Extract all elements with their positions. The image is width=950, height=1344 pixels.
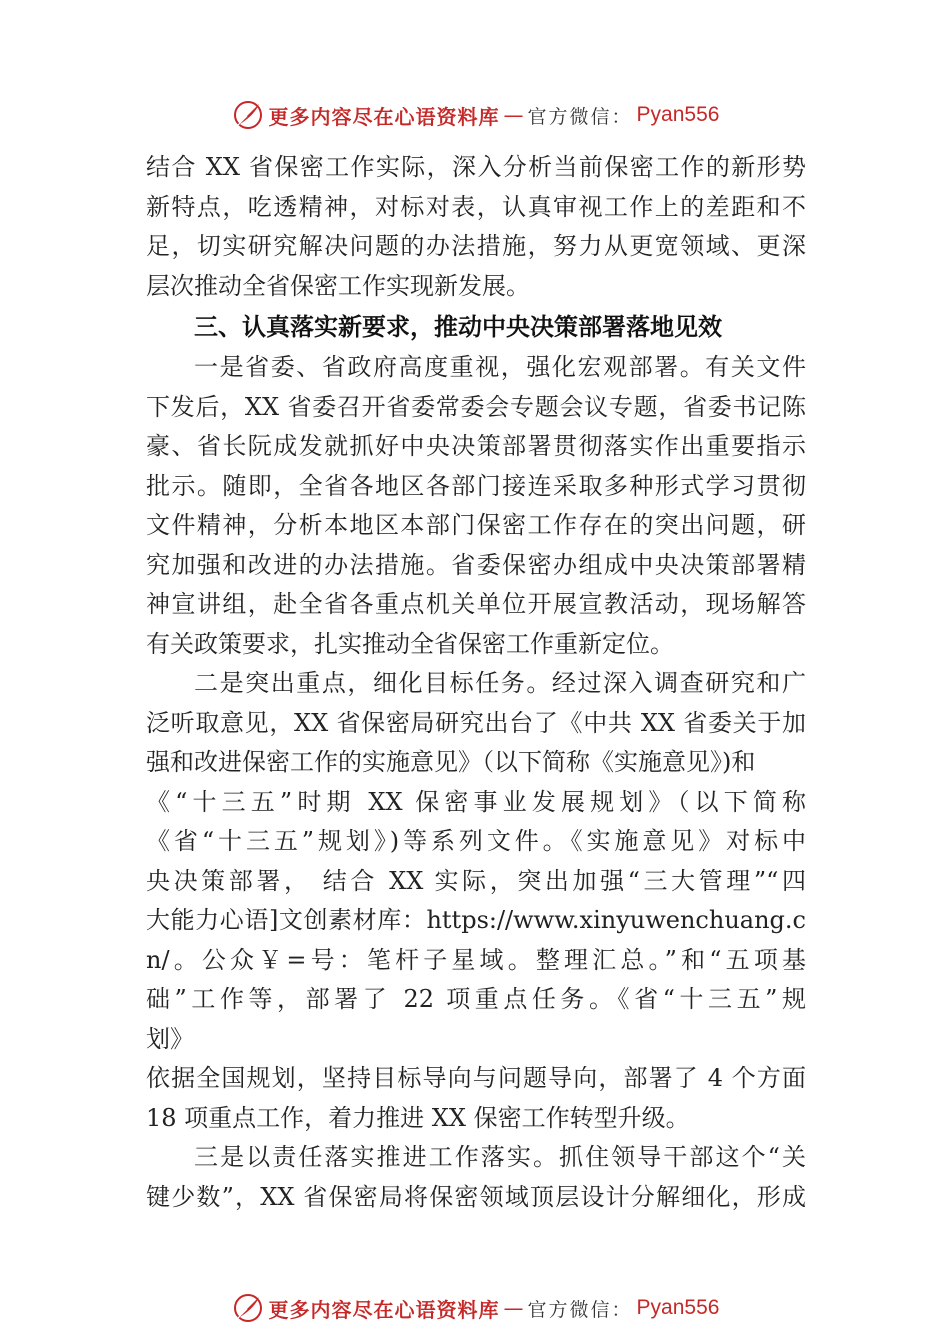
text-line: 结合 XX 省保密工作实际，深入分析当前保密工作的新形势 (146, 153, 806, 181)
section-heading: 三、认真落实新要求，推动中央决策部署落地见效 (194, 313, 722, 341)
banner-text: 更多内容尽在心语资料库 (268, 104, 500, 129)
banner-wechat-id: Pyan556 (636, 103, 720, 126)
text-line: 有关政策要求，扎实推动全省保密工作重新定位。 (146, 629, 674, 658)
banner-wechat-label: 官方微信： (527, 1298, 633, 1321)
document-body (146, 148, 806, 1217)
header-banner (0, 93, 950, 137)
text-line: 新特点，吃透精神，对标对表，认真审视工作上的差距和不 (146, 192, 806, 221)
text-line: 文件精神，分析本地区本部门保密工作存在的突出问题，研 (146, 511, 806, 539)
banner-wechat-label: 官方微信： (527, 105, 633, 128)
text-line: 二是突出重点，细化目标任务。经过深入调查研究和广 (194, 669, 806, 697)
quill-pen-logo-icon (231, 98, 265, 132)
text-line: 一是省委、省政府高度重视，强化宏观部署。有关文件 (194, 353, 806, 381)
text-line: 豪、省长阮成发就抓好中央决策部署贯彻落实作出重要指示 (146, 432, 806, 460)
text-line: 大能力心语]文创素材库：https://www.xinyuwenchuang.c (146, 906, 806, 934)
text-line: 《“十三五”时期 XX 保密事业发展规划》（以下简称 (146, 787, 806, 816)
paragraph-3 (146, 1138, 806, 1217)
text-line: 下发后，XX 省委召开省委常委会专题会议专题，省委书记陈 (146, 392, 806, 421)
text-line: 三是以责任落实推进工作落实。抓住领导干部这个“关 (194, 1143, 806, 1171)
text-line: 划》 (146, 1024, 194, 1053)
text-line: 键少数”，XX 省保密局将保密领域顶层设计分解细化，形成 (146, 1182, 806, 1211)
text-line: 强和改进保密工作的实施意见》（以下简称《实施意见》)和 (146, 748, 756, 776)
text-line: 依据全国规划，坚持目标导向与问题导向，部署了 4 个方面 (146, 1064, 806, 1092)
paragraph-2 (146, 664, 806, 1138)
text-line: n/。公众￥=号：笔杆子星域。整理汇总。”和“五项基 (146, 945, 806, 974)
text-line: 泛听取意见，XX 省保密局研究出台了《中共 XX 省委关于加 (146, 708, 806, 737)
intro-paragraph (146, 148, 806, 306)
banner-wechat-id: Pyan556 (636, 1296, 720, 1319)
text-line: 批示。随即，全省各地区各部门接连采取多种形式学习贯彻 (146, 471, 806, 500)
text-line: 足，切实研究解决问题的办法措施，努力从更宽领域、更深 (146, 232, 806, 260)
text-line: 央决策部署， 结合 XX 实际，突出加强“三大管理”“四 (146, 866, 806, 895)
footer-banner (0, 1286, 950, 1330)
text-line: 础”工作等，部署了 22 项重点任务。《省“十三五”规 (146, 985, 806, 1013)
text-line: 层次推动全省保密工作实现新发展。 (146, 271, 530, 300)
banner-text: 更多内容尽在心语资料库 (268, 1297, 500, 1322)
banner-dash: — (503, 1296, 524, 1320)
text-line: 《省“十三五”规划》)等系列文件。《实施意见》对标中 (146, 827, 806, 855)
paragraph-1 (146, 348, 806, 664)
quill-pen-logo-icon (231, 1291, 265, 1325)
banner-dash: — (503, 103, 524, 127)
text-line: 18 项重点工作，着力推进 XX 保密工作转型升级。 (146, 1103, 690, 1132)
text-line: 究加强和改进的办法措施。省委保密办组成中央决策部署精 (146, 550, 806, 579)
text-line: 神宣讲组，赴全省各重点机关单位开展宣教活动，现场解答 (146, 590, 806, 618)
